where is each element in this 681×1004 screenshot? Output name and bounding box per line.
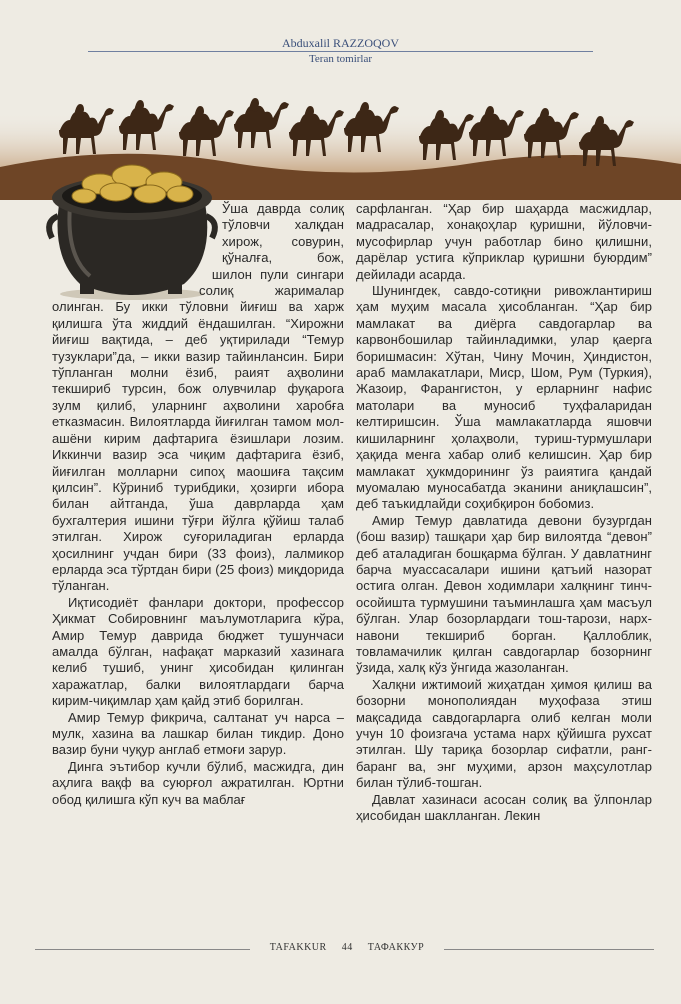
page-header-author: Abduxalil RAZZOQOV: [282, 36, 399, 50]
paragraph: Ўша даврда солиқ тўловчи халқдан хирож, совурин, қўналға, бож, шилон пули сингари солиқ жарималар олинган. Бу икки тўловни йиғиш ва харж қилишга ўта жиддий ёндашилган. “Хирожни йиғиш вақтида, – деб уқтирилади “Темур тузуклари”да, – икки вазир тайинлансин. Бири тўпланган молни ёзиб, раият аҳволини текшириб турсин, бож олувчилар фуқарога зулм қилиб, уларнинг аҳволини харобға етказмасин. Вилоятларда йиғилган тамом мол-ашёни кирим дафтарига ёзишлари лозим. Иккинчи вазир эса чиқим дафтарига ёзиб, йиғилган молларни сипоҳ маошиға тақсим қилсин”. Кўриниб турибдики, ҳозирги ибора билан айтганда, ўша даврларда ҳам бухгалтерия ишини тўғри йўлга қўйиш талаб этилган. Хирож суғориладиган ерларда ҳосилнинг учдан бири (33 фоиз), лалмикор ерларда эса тўртдан бири (25 фоиз) миқдорида тўланган.: [52, 201, 344, 594]
paragraph: Давлат хазинаси асосан солиқ ва ўлпонлар ҳисобидан шаклланган. Лекин: [356, 791, 652, 824]
paragraph: Амир Темур фикрича, салтанат уч нарса – мулк, хазина ва лашкар билан тикдир. Доно вазир буни чуқур англаб етмоғи зарур.: [52, 709, 344, 758]
paragraph: Иқтисодиёт фанлари доктори, профессор Ҳикмат Собировнинг маълумотларига кўра, Амир Темур даврида бюджет тушунчаси амалда бўлган, нафақат марказий хазинага келиб тушиб, унинг ҳисобидан қилинган харажатлар, балки вилоятлардаги барча кирим-чиқимлар ҳам қайд этиб борилган.: [52, 594, 344, 709]
page-number: 44: [341, 942, 353, 953]
paragraph: Амир Темур давлатида девони бузургдан (бош вазир) ташқари ҳар бир вилоятда “девон” деб аталадиган бошқарма бўлган. У давлатнинг барча муассасалари ишини қатъий назорат остига олган. Девон ходимлари халқнинг тинч-осойишта турмушини таъминлашга ҳам масъул бўлган. Улар бозорлардаги тош-тарози, нарх-навони текшириб борган. Қаллоблик, товламачилик қилган савдогарлар бозорнинг ўзида, халқ кўз ўнгида жазоланган.: [356, 512, 652, 676]
illustration-float-space: [52, 201, 222, 297]
paragraph: Шунингдек, савдо-сотиқни ривожлантириш ҳам муҳим масала ҳисобланган. “Ҳар бир мамлакат ва диёрга савдогарлар ва карвонбошилар тайинладимки, улар қаерга боришмасин: Хўтан, Чину Мочин, Ҳиндистон, араб мамлакатлари, Миср, Шом, Рум (Туркия), Жазоир, Фарангистон, у ерларнинг нафис матолари ва муносиб туҳфаларидан келтиришсин. Ўша мамлакатларда яшовчи кишиларнинг ҳолаҳволи, туриш-турмушлари ҳақида менга хабар олиб келишсин. Ҳар бир мамлакат ҳукмдорининг ўз раиятига қандай муомалаю муносабатда эканини аниқлашсин”, деб таъкидлайди соҳибқирон бобомиз.: [356, 283, 652, 512]
paragraph: Динга эътибор кучли бўлиб, масжидга, дин аҳлига вақф ва суюрғол ажратилган. Юртни обод қилишга кўп куч ва маблағ: [52, 758, 344, 807]
footer-rule-right: [444, 949, 654, 950]
footer-magazine-latin: TAFAKKUR: [269, 942, 327, 953]
text-column-right: [356, 201, 652, 824]
paragraph: Халқни ижтимоий жиҳатдан ҳимоя қилиш ва бозорни монополиядан муҳофаза этиш мақсадида савдогарларга олиб келган моли учун 10 фоизгача устама нарх қўйишга рухсат этилган. Шу тариқа бозорлар сифатли, ранг-баранг ва, энг муҳими, арзон маҳсулотлар билан тўлиб-тошган.: [356, 676, 652, 791]
paragraph: сарфланган. “Ҳар бир шаҳарда масжидлар, мадрасалар, хонақоҳлар қуришни, йўловчи-мусофирлар учун работлар бино қилишни, дарёлар устига кўприклар қуришни буюрдим” дейилади асарда.: [356, 201, 652, 282]
footer-rule-left: [35, 949, 250, 950]
page-footer: [250, 942, 444, 953]
text-column-left: [52, 201, 344, 808]
footer-magazine-cyrillic: ТАФАККУР: [367, 942, 425, 953]
header-rule: [88, 51, 593, 52]
page-header-section: Teran tomirlar: [308, 53, 373, 65]
